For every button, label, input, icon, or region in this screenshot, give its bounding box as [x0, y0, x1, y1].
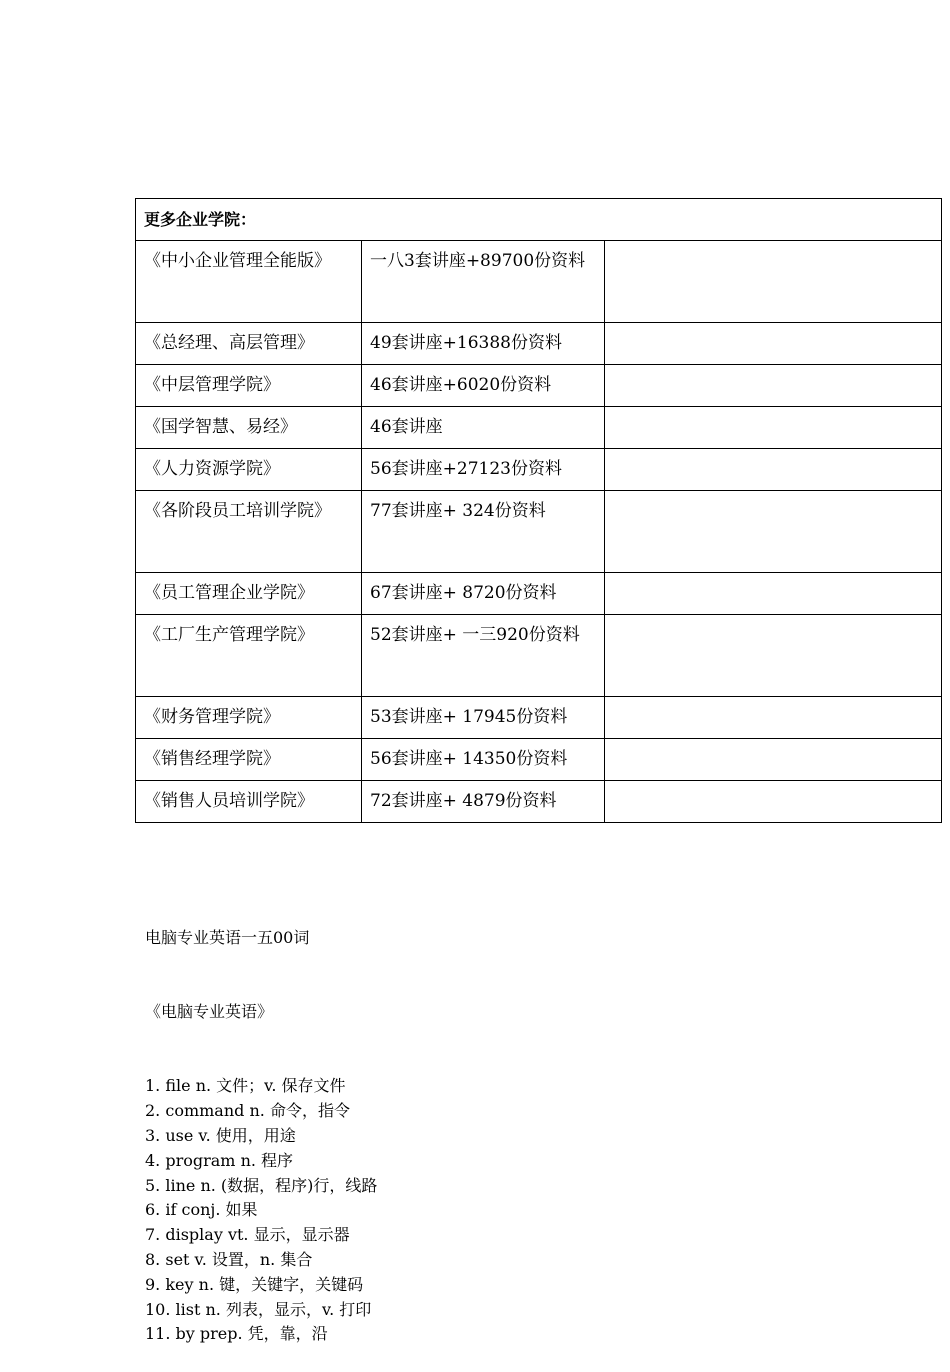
- academy-content-cell: 77套讲座+ 324份资料: [362, 491, 605, 573]
- academy-content-cell: 72套讲座+ 4879份资料: [362, 781, 605, 823]
- glossary-entry: 8. set v. 设置，n. 集合: [145, 1249, 313, 1269]
- glossary-entry: 1. file n. 文件；v. 保存文件: [145, 1076, 346, 1096]
- academy-table-body: [136, 199, 942, 823]
- glossary-entry: 11. by prep. 凭，靠，沿: [145, 1324, 328, 1344]
- empty-cell: [605, 323, 942, 365]
- academy-table: [135, 198, 942, 823]
- glossary-title: 电脑专业英语一五00词: [145, 927, 310, 947]
- glossary-entry: 7. display vt. 显示，显示器: [145, 1225, 350, 1245]
- table-row: [136, 697, 942, 739]
- table-row: [136, 407, 942, 449]
- academy-content-cell: 56套讲座+ 14350份资料: [362, 739, 605, 781]
- table-row: [136, 323, 942, 365]
- table-row: [136, 739, 942, 781]
- glossary-entry: 5. line n. (数据，程序)行，线路: [145, 1175, 378, 1195]
- academy-name-cell: 《中小企业管理全能版》: [136, 241, 362, 323]
- glossary-entry: 6. if conj. 如果: [145, 1200, 258, 1220]
- glossary-subtitle: 《电脑专业英语》: [145, 1001, 274, 1021]
- table-row: [136, 615, 942, 697]
- empty-cell: [605, 365, 942, 407]
- table-header: 更多企业学院：: [136, 199, 942, 241]
- academy-name-cell: 《各阶段员工培训学院》: [136, 491, 362, 573]
- table-row: [136, 491, 942, 573]
- table-row: [136, 781, 942, 823]
- academy-content-cell: 49套讲座+16388份资料: [362, 323, 605, 365]
- table-row: [136, 573, 942, 615]
- empty-cell: [605, 491, 942, 573]
- table-row: [136, 365, 942, 407]
- empty-cell: [605, 697, 942, 739]
- academy-name-cell: 《人力资源学院》: [136, 449, 362, 491]
- academy-content-cell: 53套讲座+ 17945份资料: [362, 697, 605, 739]
- academy-name-cell: 《中层管理学院》: [136, 365, 362, 407]
- empty-cell: [605, 241, 942, 323]
- academy-content-cell: 52套讲座+ 一三920份资料: [362, 615, 605, 697]
- table-row: [136, 449, 942, 491]
- academy-content-cell: 67套讲座+ 8720份资料: [362, 573, 605, 615]
- academy-name-cell: 《销售经理学院》: [136, 739, 362, 781]
- academy-content-cell: 46套讲座+6020份资料: [362, 365, 605, 407]
- academy-name-cell: 《员工管理企业学院》: [136, 573, 362, 615]
- academy-content-cell: 一八3套讲座+89700份资料: [362, 241, 605, 323]
- academy-name-cell: 《销售人员培训学院》: [136, 781, 362, 823]
- academy-name-cell: 《总经理、高层管理》: [136, 323, 362, 365]
- glossary-entry: 3. use v. 使用，用途: [145, 1125, 296, 1145]
- academy-content-cell: 46套讲座: [362, 407, 605, 449]
- glossary-entry: 9. key n. 键，关键字，关键码: [145, 1274, 364, 1294]
- glossary-entry: 4. program n. 程序: [145, 1150, 294, 1170]
- glossary-entry: 2. command n. 命令，指令: [145, 1101, 350, 1121]
- glossary-entry: 10. list n. 列表，显示，v. 打印: [145, 1299, 372, 1319]
- academy-name-cell: 《工厂生产管理学院》: [136, 615, 362, 697]
- academy-content-cell: 56套讲座+27123份资料: [362, 449, 605, 491]
- empty-cell: [605, 781, 942, 823]
- empty-cell: [605, 615, 942, 697]
- glossary-entries: [145, 1074, 925, 1347]
- academy-name-cell: 《财务管理学院》: [136, 697, 362, 739]
- academy-name-cell: 《国学智慧、易经》: [136, 407, 362, 449]
- empty-cell: [605, 573, 942, 615]
- empty-cell: [605, 407, 942, 449]
- empty-cell: [605, 449, 942, 491]
- glossary: [145, 876, 925, 1372]
- empty-cell: [605, 739, 942, 781]
- table-row: [136, 241, 942, 323]
- table-header-row: [136, 199, 942, 241]
